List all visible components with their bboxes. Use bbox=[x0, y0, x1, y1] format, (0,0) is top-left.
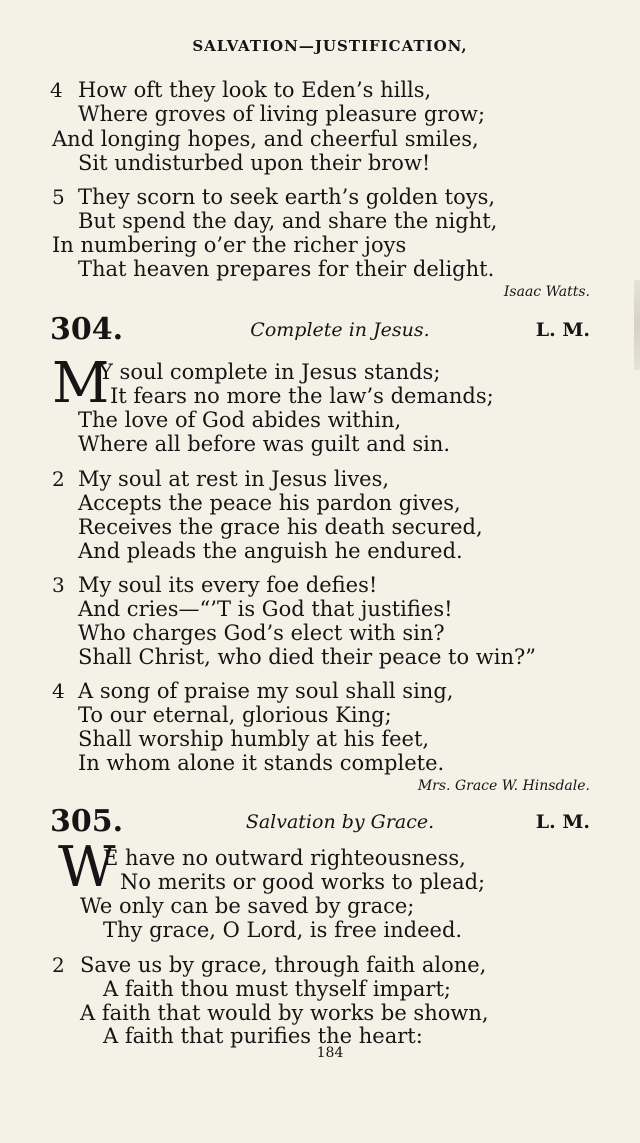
verse-line: Where groves of living pleasure grow; bbox=[78, 102, 486, 126]
verse-line: My soul at rest in Jesus lives, bbox=[78, 467, 390, 491]
hymn-heading bbox=[0, 312, 640, 348]
hymn-title: Salvation by Grace. bbox=[245, 811, 435, 833]
verse-line: A faith thou must thyself impart; bbox=[103, 977, 451, 1001]
verse-number: 2 bbox=[52, 467, 65, 491]
verse-line: Save us by grace, through faith alone, bbox=[80, 953, 487, 977]
verse-line: How oft they look to Eden’s hills, bbox=[78, 78, 432, 102]
verse-line: But spend the day, and share the night, bbox=[78, 209, 498, 233]
hymn-title: Complete in Jesus. bbox=[250, 319, 430, 341]
verse-line: A song of praise my soul shall sing, bbox=[78, 679, 454, 703]
verse-line: E have no outward righteousness, bbox=[103, 846, 466, 870]
verse-line: No merits or good works to plead; bbox=[120, 870, 486, 894]
verse-line: Accepts the peace his pardon gives, bbox=[78, 491, 461, 515]
hymn-meter: L. M. bbox=[535, 319, 590, 341]
verse-line: And longing hopes, and cheerful smiles, bbox=[52, 127, 479, 151]
verse-line: And cries—“’T is God that justifies! bbox=[78, 597, 453, 621]
verse-number: 5 bbox=[52, 185, 65, 209]
running-head: SALVATION—JUSTIFICATION, bbox=[192, 37, 468, 55]
verse-line: Receives the grace his death secured, bbox=[78, 515, 483, 539]
verse-line: My soul its every foe defies! bbox=[78, 573, 378, 597]
verse-line: Thy grace, O Lord, is free indeed. bbox=[103, 918, 463, 942]
verse-line: In whom alone it stands complete. bbox=[78, 751, 445, 775]
hymn-number: 304. bbox=[50, 312, 124, 347]
verse-line: It fears no more the law’s demands; bbox=[110, 384, 494, 408]
verse-number: 3 bbox=[52, 573, 65, 597]
verse-line: Shall Christ, who died their peace to win?” bbox=[78, 645, 537, 669]
verse-line: To our eternal, glorious King; bbox=[78, 703, 392, 727]
verse-line: Sit undisturbed upon their brow! bbox=[78, 151, 431, 175]
verse-line: A faith that purifies the heart: bbox=[103, 1024, 423, 1048]
verse-line: And pleads the anguish he endured. bbox=[78, 539, 463, 563]
verse-line: Where all before was guilt and sin. bbox=[78, 432, 451, 456]
verse-line: Y soul complete in Jesus stands; bbox=[99, 360, 441, 384]
hymn-number: 305. bbox=[50, 804, 124, 839]
verse-line: We only can be saved by grace; bbox=[80, 894, 415, 918]
verse-line: A faith that would by works be shown, bbox=[80, 1001, 489, 1025]
verse-number: 2 bbox=[52, 953, 65, 977]
verse-line: The love of God abides within, bbox=[78, 408, 402, 432]
verse-line: Shall worship humbly at his feet, bbox=[78, 727, 430, 751]
attribution: Mrs. Grace W. Hinsdale. bbox=[417, 778, 590, 794]
drop-cap: M bbox=[52, 351, 110, 416]
verse-line: In numbering o’er the richer joys bbox=[52, 233, 407, 257]
page-number: 184 bbox=[316, 1045, 344, 1061]
attribution: Isaac Watts. bbox=[503, 284, 590, 300]
verse-line: That heaven prepares for their delight. bbox=[78, 257, 495, 281]
hymn-meter: L. M. bbox=[535, 811, 590, 833]
verse-line: Who charges God’s elect with sin? bbox=[78, 621, 445, 645]
verse-number: 4 bbox=[50, 78, 63, 102]
verse-number: 4 bbox=[52, 679, 65, 703]
drop-cap: W bbox=[58, 835, 116, 900]
verse-line: They scorn to seek earth’s golden toys, bbox=[78, 185, 496, 209]
